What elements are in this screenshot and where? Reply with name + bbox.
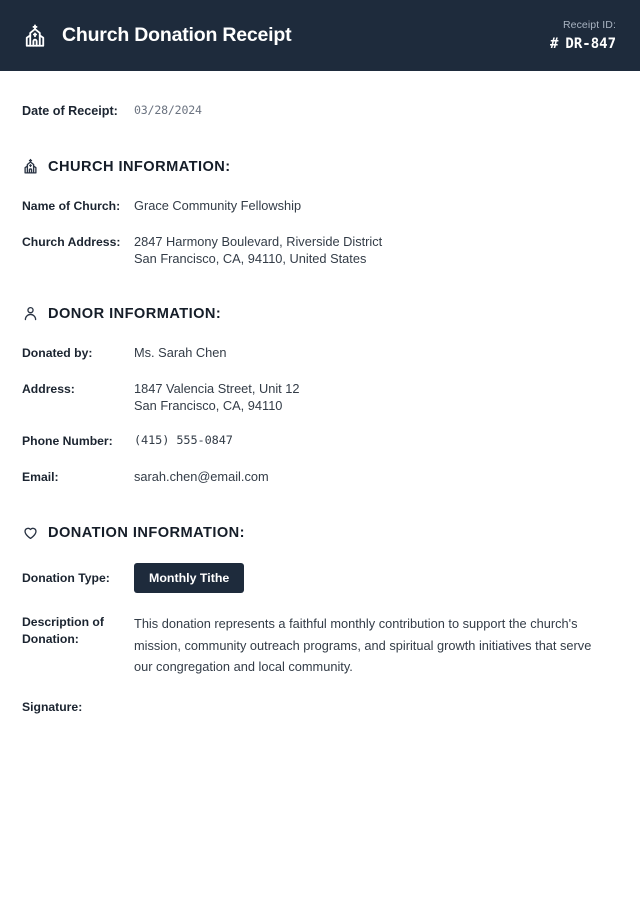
- church-information-title: CHURCH INFORMATION:: [48, 158, 231, 175]
- church-icon: [22, 158, 39, 175]
- receipt-body: [0, 71, 640, 716]
- church-address-label: Church Address:: [22, 235, 121, 249]
- hash-symbol: #: [549, 36, 559, 52]
- date-of-receipt-row: [22, 102, 618, 120]
- page-title: Church Donation Receipt: [62, 24, 292, 46]
- signature-label: Signature:: [22, 699, 83, 714]
- name-of-church-value: Grace Community Fellowship: [134, 198, 302, 213]
- donation-information-heading: [22, 524, 618, 541]
- donor-address-row: [22, 380, 618, 414]
- description-label-line-1: Description of: [22, 615, 104, 630]
- church-information-heading: [22, 158, 618, 175]
- donor-information-title: DONOR INFORMATION:: [48, 305, 222, 322]
- phone-number-row: [22, 432, 618, 450]
- donor-address-value: [134, 380, 300, 414]
- signature-row: [22, 698, 618, 716]
- donated-by-value: Ms. Sarah Chen: [134, 345, 227, 360]
- page-header: [0, 0, 640, 71]
- name-of-church-row: [22, 197, 618, 215]
- description-of-donation-row: [22, 613, 618, 678]
- date-of-receipt-label: Date of Receipt:: [22, 104, 118, 118]
- church-address-line-2: San Francisco, CA, 94110, United States: [134, 251, 367, 266]
- person-icon: [22, 305, 39, 322]
- date-of-receipt-value: 03/28/2024: [134, 103, 202, 117]
- phone-number-label: Phone Number:: [22, 434, 113, 448]
- church-address-value: [134, 233, 382, 267]
- email-label: Email:: [22, 470, 59, 484]
- description-of-donation-label: [22, 613, 134, 647]
- receipt-number: DR-847: [565, 36, 616, 52]
- church-address-row: [22, 233, 618, 267]
- donation-information-title: DONATION INFORMATION:: [48, 524, 245, 541]
- header-brand: [22, 23, 291, 49]
- receipt-id-value: [550, 36, 616, 52]
- description-of-donation-value: This donation represents a faithful monthly contribution to support the church's mission, community outreach programs, and spiritual growth initiatives that serve our congregation and local community.: [134, 616, 592, 675]
- description-label-line-2: Donation:: [22, 631, 79, 646]
- name-of-church-label: Name of Church:: [22, 199, 121, 213]
- donated-by-label: Donated by:: [22, 346, 93, 360]
- heart-icon: [22, 524, 39, 541]
- donation-type-label: Donation Type:: [22, 570, 110, 585]
- donor-address-line-2: San Francisco, CA, 94110: [134, 398, 283, 413]
- donation-type-row: [22, 563, 618, 593]
- email-row: [22, 468, 618, 486]
- donor-information-heading: [22, 305, 618, 322]
- donor-address-label: Address:: [22, 382, 75, 396]
- donation-type-badge: Monthly Tithe: [134, 563, 244, 593]
- phone-number-value: (415) 555-0847: [134, 433, 233, 447]
- church-address-line-1: 2847 Harmony Boulevard, Riverside District: [134, 234, 383, 249]
- donor-address-line-1: 1847 Valencia Street, Unit 12: [134, 381, 300, 396]
- email-value: sarah.chen@email.com: [134, 469, 269, 484]
- receipt-id-block: [550, 19, 618, 52]
- church-icon: [22, 23, 48, 49]
- donated-by-row: [22, 344, 618, 362]
- receipt-id-label: Receipt ID:: [562, 19, 616, 31]
